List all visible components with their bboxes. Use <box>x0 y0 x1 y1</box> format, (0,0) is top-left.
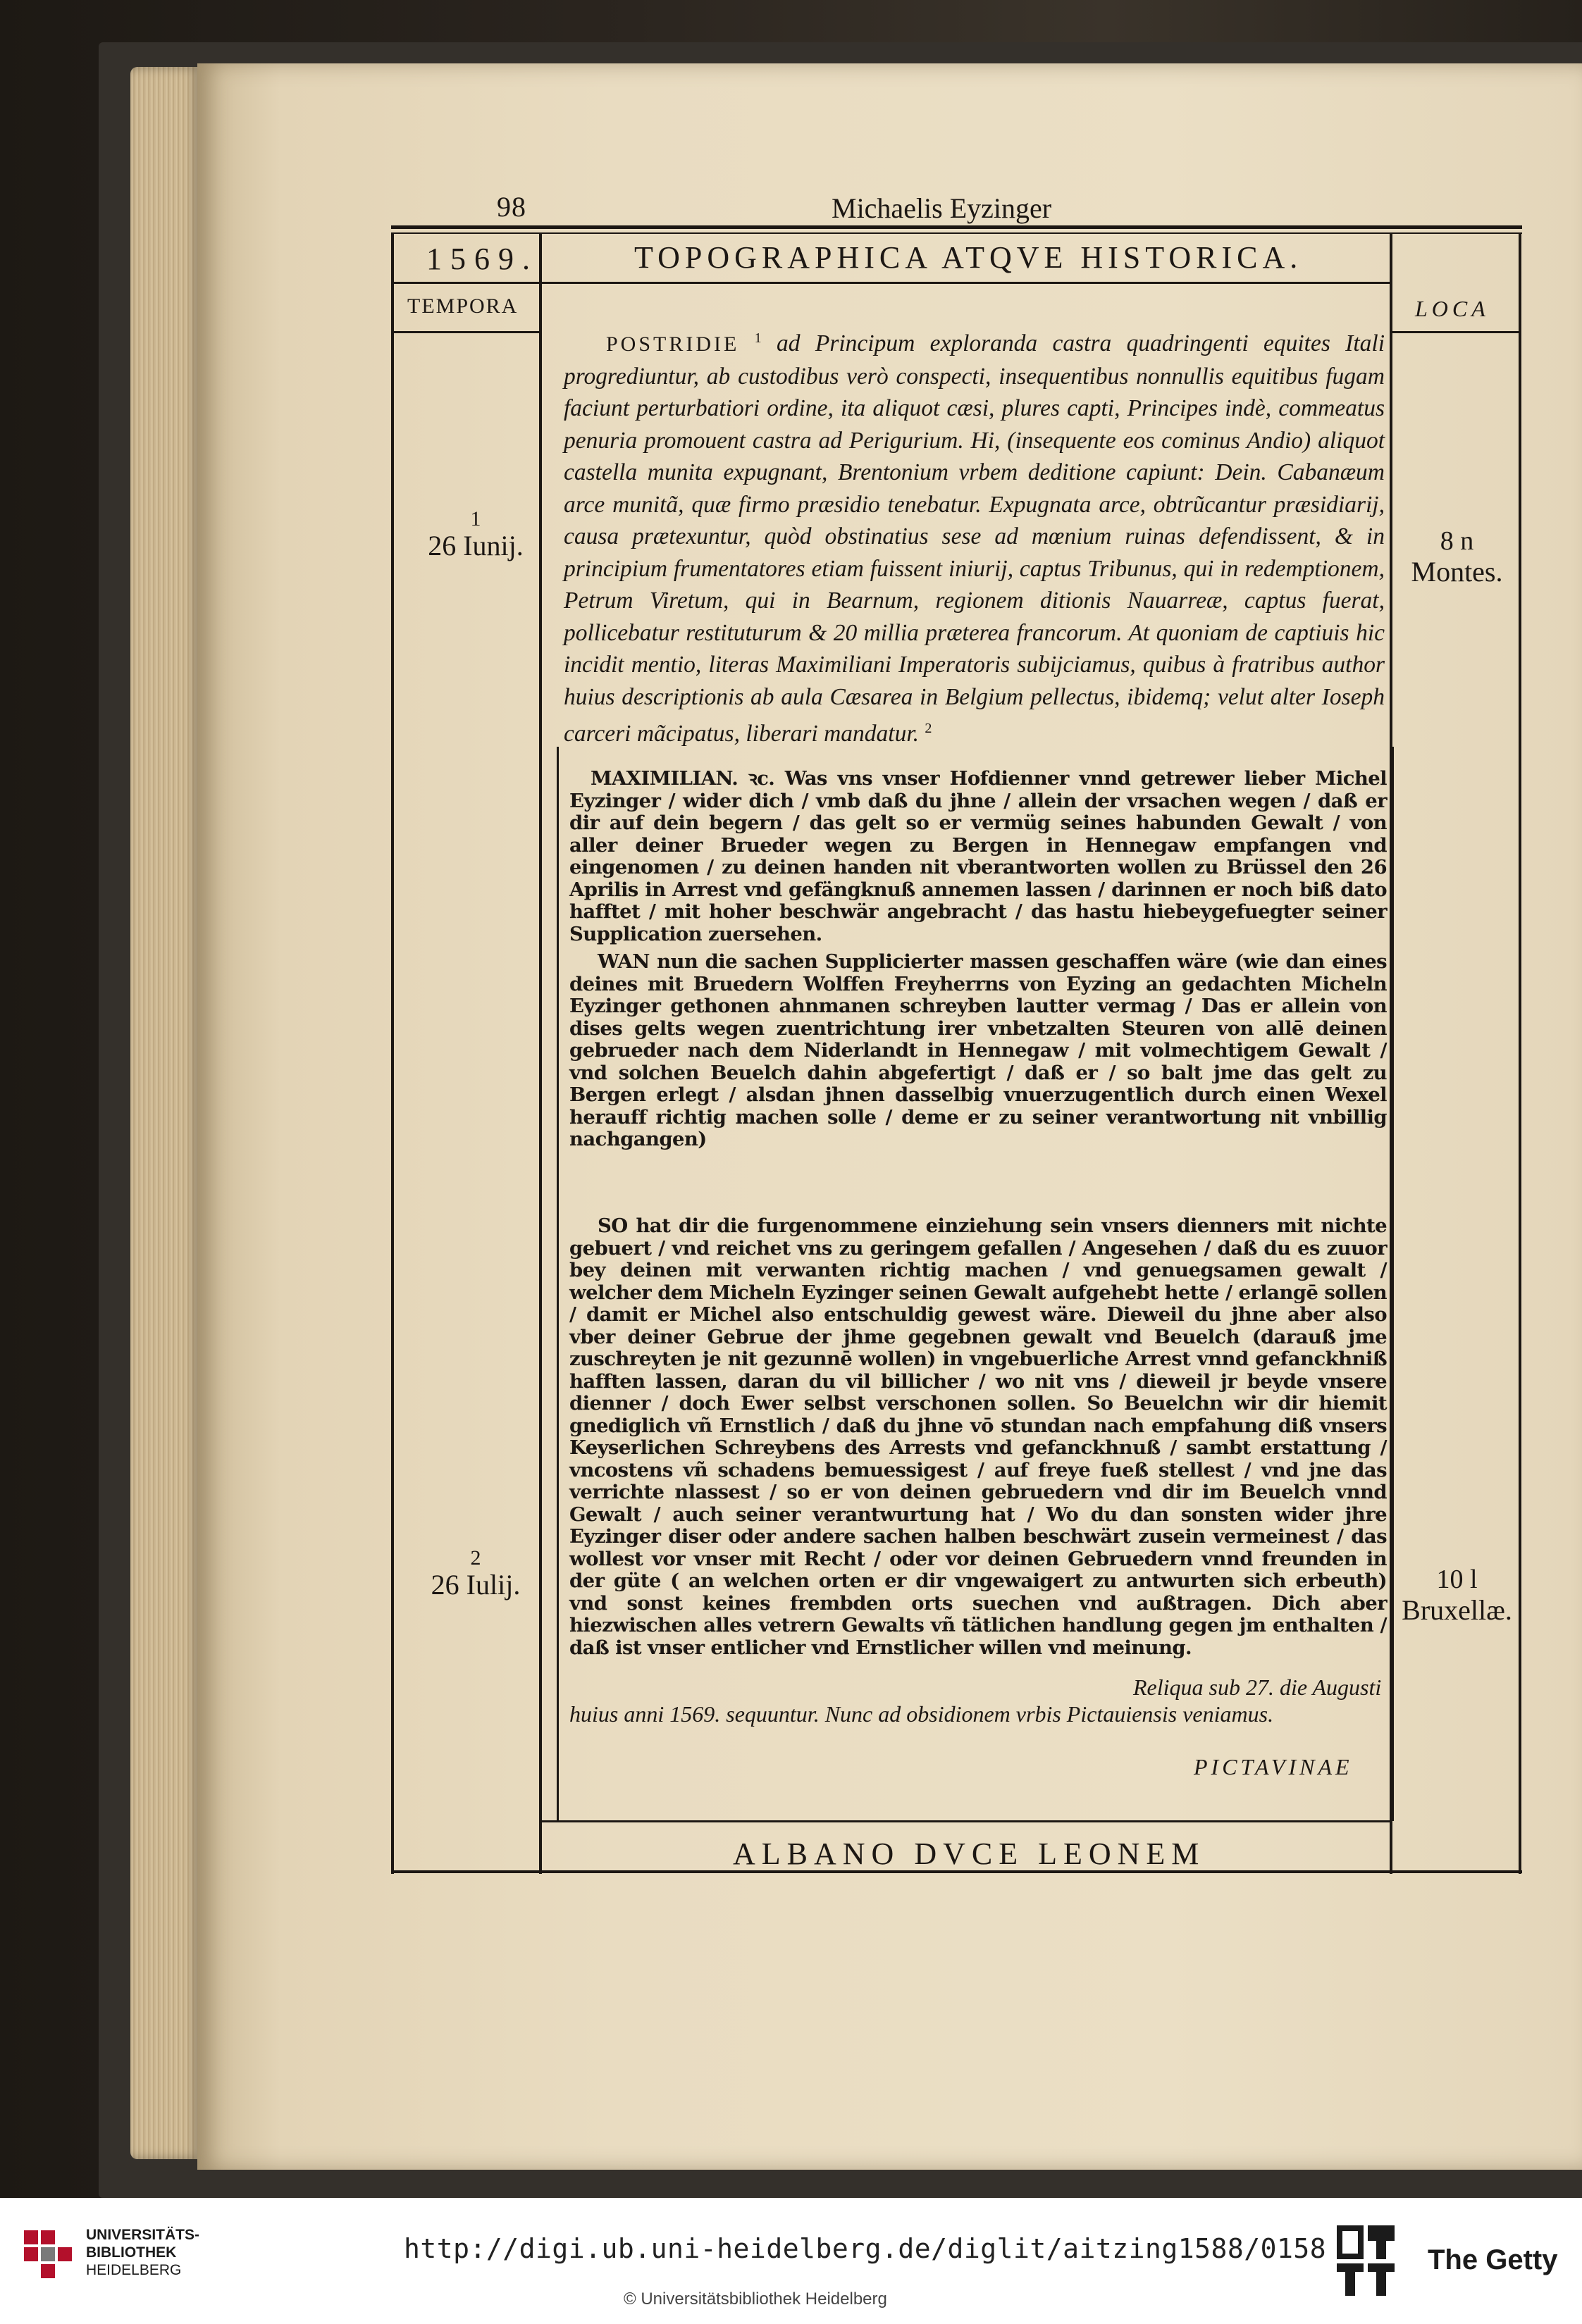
margin-note-place-2: 10 l Bruxellæ. <box>1402 1565 1512 1626</box>
page-edges <box>130 67 201 2159</box>
margin-note-place-1: 8 n Montes. <box>1411 526 1503 588</box>
footnote-marker-1: 1 <box>754 330 762 346</box>
tempora-underline <box>393 331 540 333</box>
latin-paragraph-text: ad Principum exploranda castra quadringenti equites Itali progrediuntur, ab custodibus verò conspecti, insequentibus nonnullis equitibus fugam faciunt perturbatiori ordine, ita aliquot cæsi, plures capti, Principes indè, commeatus penuria promouent castra ad Perigurium. Hi, (insequente eos cominus Andio) aliquot castella munita expugnant, Brentonium vrbem deditione capiunt: Dein. Cabanæum arce munitã, quæ firmo præsidio tenebatur. Expugnata arce, obtrũcantur præsidiarij, causa prætexuntur, quòd obstinatius sese ad mœnium ruinas defendissent, & in principium frumentatores etiam fuissent iniurij, captus Tribunus, qui in redemptionem, Petrum Viretum, qui in Bearnum, regionem ditionis Nauarreæ, captus fuerat, pollicebatur restituturum & 20 millia præterea francorum. At quoniam de captiuis hic incidit mentio, literas Maximiliani Imperatoris subijciamus, quibus à fratribus author huius descriptionis ab aula Cæsarea in Belgium pellectus, ibidemq; velut alter Ioseph carceri mãcipatus, liberari mandatur. <box>564 330 1385 747</box>
german-letter-paragraph-1 <box>569 768 1387 1151</box>
left-inner-rule <box>539 232 542 1874</box>
page-number: 98 <box>497 191 526 223</box>
footer-rule-top <box>541 1820 1391 1822</box>
copyright-notice: © Universitätsbibliothek Heidelberg <box>624 2289 887 2309</box>
tempora-label: TEMPORA <box>407 294 519 318</box>
body-box-right <box>1392 747 1394 1821</box>
german-letter-text-1b: WAN nun die sachen Supplicierter massen geschaffen wäre (wie dan eines deines mit Bruedern Wolffen Freyherrns von Eyzing an gedachten Micheln Eyzinger gethonen ahnmanen schreyben lautter vermag / Das er allein von dises gelts wegen zuentrichtung irer vnbetzalten Steuren von allē deinen gebrueder nach dem Niderlandt in Hennegaw / mit volmechtigem Gewalt / vnd solchen Beuelch dahin abgefertigt / daß er / so balt jme das gelt zu Bergen erlegt / alsdan jhnen dasselbig vnuerzugentlich durch einen Wexel herauff richtig machen solle / deme er zu seiner verantwortung nit vnbillig nachgangen) <box>569 950 1387 1150</box>
margin-note-date-2: 2 26 Iulij. <box>431 1546 521 1601</box>
heading-underline <box>541 282 1391 284</box>
running-head-author: Michaelis Eyzinger <box>832 192 1052 224</box>
right-outer-rule <box>1519 232 1521 1874</box>
footer-bar <box>0 2198 1582 2324</box>
loca-label: LOCA <box>1415 296 1490 321</box>
getty-logo-icon <box>1334 2223 1397 2300</box>
getty-logo-text: The Getty <box>1428 2244 1558 2275</box>
header-rule <box>391 225 1522 229</box>
bottom-heading: ALBANO DVCE LEONEM <box>733 1837 1206 1871</box>
year-underline <box>393 282 540 284</box>
latin-paragraph-2: Reliqua sub 27. die Augusti huius anni 1569. sequuntur. Nunc ad obsidionem vrbis Pictauiensis veniamus. <box>569 1674 1382 1727</box>
margin-note-date-1: 1 26 Iunij. <box>428 507 524 561</box>
top-heading: TOPOGRAPHICA ATQVE HISTORICA. <box>634 240 1303 275</box>
university-library-logo-text: UNIVERSITÄTS- BIBLIOTHEK HEIDELBERG <box>86 2227 200 2278</box>
catchword: PICTAVINAE <box>1194 1754 1353 1779</box>
german-letter-paragraph-2: SO hat dir die furgenommene einziehung sein vnsers dienners mit nichte gebuert / vnd reichet vns zu geringem gefallen / Angesehen / daß du es zuuor bey deinen mit verwanten richtig machen / vnd genuegsamen gewalt / welcher dem Micheln Eyzinger seinen Gewalt aufgehebt hette / erlangē sollen / damit er Michel also entschuldig gewest wäre. Dieweil du jhne aber also vber deiner Gebrue der jhme gegebnen gewalt vnd Beuelch (darauß jme zuschreyten je nit gezunnē wollen) in vngebuerliche Arrest vnnd gefanckhniß hafften lassen, daran du vil billicher / wo nit vns / dieweil jr beyde vnsere dienner / doch Ewer selbst verschonen sollen. So Beuelchn wir dir hiemit gnediglich vñ Ernstlich / daß du jhne vō stundan nach empfahung diß vnsers Keyserlichen Schreybens des Arrests vnd gefanckhnuß / sambt erstattung / vncostens vñ schadens bemuessigest / auf freye fueß stellest / vnd jne das verrichte nlassest / so er von deinen gebruedern vnd dir im Beuelch vnnd Gewalt / auch seiner verantwurtung hat / Wo du dan sonsten wider jhre Eyzinger diser oder andere sachen halben beschwärt zusein vermeinest / das wollest vor vnser mit Recht / oder vor deinen Gebruedern vnnd freunden in der güte ( an welchen orten er dir vngewaigert zu antwurten sich erbeuth) vnd sonst keines frembden orts suechen vnd außtragen. Dich aber hiezwischen alles vetrern Gewalts vñ tätlichen handlung gegen jm enthalten / daß ist vnser entlicher vnd Ernstlicher willen vnd meinung. <box>569 1214 1387 1659</box>
permalink-url[interactable]: http://digi.ub.uni-heidelberg.de/diglit/aitzing1588/0158 <box>404 2233 1327 2264</box>
german-letter-text-1: MAXIMILIAN. ꝛc. Was vns vnser Hofdienner vnnd getrewer lieber Michel Eyzinger / wider dich / vmb daß du jhne / allein der vrsachen wegen / daß er dir auf dein begern / das gelt so er vermüg seines habunden Gewalt / von aller deiner Brueder wegen zu Bergen in Hennegaw empfangen vnd eingenomen / zu deinen handen nit vberantworten wollen zu Brüssel den 26 Aprilis in Arrest vnd gefängknuß annemen lassen / darinnen er noch biß dato hafftet / mit hoher beschwär angebracht / das hastu hiebeygefuegter seiner Supplication zuersehen. <box>569 767 1387 945</box>
university-library-logo-icon <box>20 2226 75 2281</box>
footnote-marker-2: 2 <box>925 721 932 737</box>
latin-paragraph-1 <box>564 323 1385 750</box>
body-box-left <box>557 747 559 1821</box>
year-label: 1569. <box>426 242 538 276</box>
loca-underline <box>1391 331 1520 333</box>
header-rule-thin <box>391 232 1522 234</box>
paragraph-lead-word: POSTRIDIE <box>606 333 740 356</box>
left-outer-rule <box>391 232 394 1874</box>
